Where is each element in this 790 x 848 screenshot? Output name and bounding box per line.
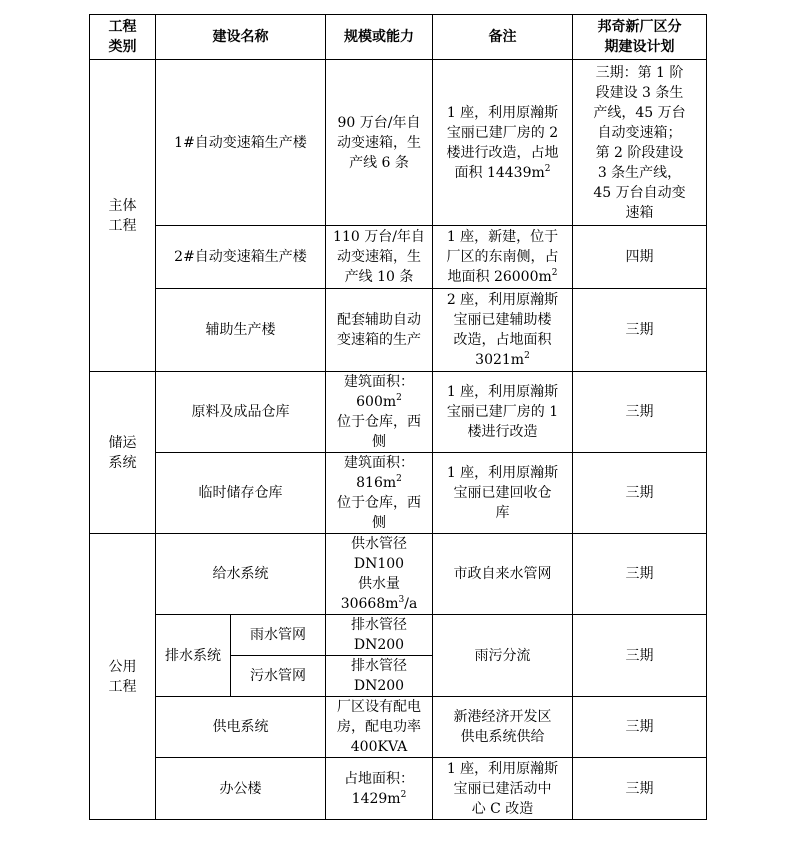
table-row — [90, 453, 707, 534]
header-note: 备注 — [433, 15, 573, 60]
name-cell: 办公楼 — [156, 758, 326, 820]
name-cell: 1#自动变速箱生产楼 — [156, 60, 326, 226]
scale-cell: 建筑面积： $600m^2$ 位于仓库，西 侧 — [326, 372, 433, 453]
plan-cell: 三期 — [573, 615, 707, 697]
scale-cell: 供水管径 DN100 供水量 $30668m^3/a$ — [326, 534, 433, 615]
scale-cell: 排水管径 DN200 — [326, 656, 433, 697]
name-cell: 给水系统 — [156, 534, 326, 615]
header-plan: 邦奇新厂区分 期建设计划 — [573, 15, 707, 60]
table-row — [90, 534, 707, 615]
plan-cell: 三期 — [573, 453, 707, 534]
plan-cell: 三期 — [573, 758, 707, 820]
category-main: 主体 工程 — [90, 60, 156, 372]
table-row — [90, 289, 707, 372]
note-cell: 2 座，利用原瀚斯 宝丽已建辅助楼 改造，占地面积 $3021m^2$ — [433, 289, 573, 372]
table-row — [90, 758, 707, 820]
plan-cell: 三期 — [573, 697, 707, 758]
category-storage: 储运 系统 — [90, 372, 156, 534]
name-cell: 供电系统 — [156, 697, 326, 758]
name-cell: 临时储存仓库 — [156, 453, 326, 534]
name-cell: 排水系统 — [156, 615, 231, 697]
note-cell: 新港经济开发区 供电系统供给 — [433, 697, 573, 758]
name-cell: 原料及成品仓库 — [156, 372, 326, 453]
table-row — [90, 615, 707, 656]
name-cell: 辅助生产楼 — [156, 289, 326, 372]
category-utility: 公用 工程 — [90, 534, 156, 820]
name-cell: 2#自动变速箱生产楼 — [156, 226, 326, 289]
subname-cell: 污水管网 — [231, 656, 326, 697]
scale-cell: 厂区设有配电 房，配电功率 400KVA — [326, 697, 433, 758]
note-cell: 1 座，利用原瀚斯 宝丽已建活动中 心 C 改造 — [433, 758, 573, 820]
plan-cell: 三期 — [573, 534, 707, 615]
header-scale: 规模或能力 — [326, 15, 433, 60]
note-cell: 1 座，新建，位于 厂区的东南侧，占 地面积 $26000m^2$ — [433, 226, 573, 289]
scale-cell: 配套辅助自动 变速箱的生产 — [326, 289, 433, 372]
plan-cell: 四期 — [573, 226, 707, 289]
header-name: 建设名称 — [156, 15, 326, 60]
table-row — [90, 372, 707, 453]
scale-cell: 90 万台/年自 动变速箱，生 产线 6 条 — [326, 60, 433, 226]
note-cell: 市政自来水管网 — [433, 534, 573, 615]
plan-cell: 三期：第 1 阶 段建设 3 条生 产线，45 万台 自动变速箱； 第 2 阶段建设 3 条生产线， 45 万台自动变 速箱 — [573, 60, 707, 226]
plan-cell: 三期 — [573, 289, 707, 372]
plan-cell: 三期 — [573, 372, 707, 453]
scale-cell: 占地面积： $1429m^2$ — [326, 758, 433, 820]
table-row — [90, 60, 707, 226]
note-cell: 1 座，利用原瀚斯 宝丽已建厂房的 1 楼进行改造 — [433, 372, 573, 453]
subname-cell: 雨水管网 — [231, 615, 326, 656]
scale-cell: 110 万台/年自 动变速箱，生 产线 10 条 — [326, 226, 433, 289]
scale-cell: 建筑面积： $816m^2$ 位于仓库，西 侧 — [326, 453, 433, 534]
header-category: 工程 类别 — [90, 15, 156, 60]
note-cell: 1 座，利用原瀚斯 宝丽已建厂房的 2 楼进行改造，占地 面积 $14439m^2$ — [433, 60, 573, 226]
table-row — [90, 226, 707, 289]
table-row — [90, 697, 707, 758]
scale-cell: 排水管径 DN200 — [326, 615, 433, 656]
note-cell: 1 座，利用原瀚斯 宝丽已建回收仓 库 — [433, 453, 573, 534]
project-composition-table — [89, 14, 707, 820]
note-cell: 雨污分流 — [433, 615, 573, 697]
table-header-row — [90, 15, 707, 60]
